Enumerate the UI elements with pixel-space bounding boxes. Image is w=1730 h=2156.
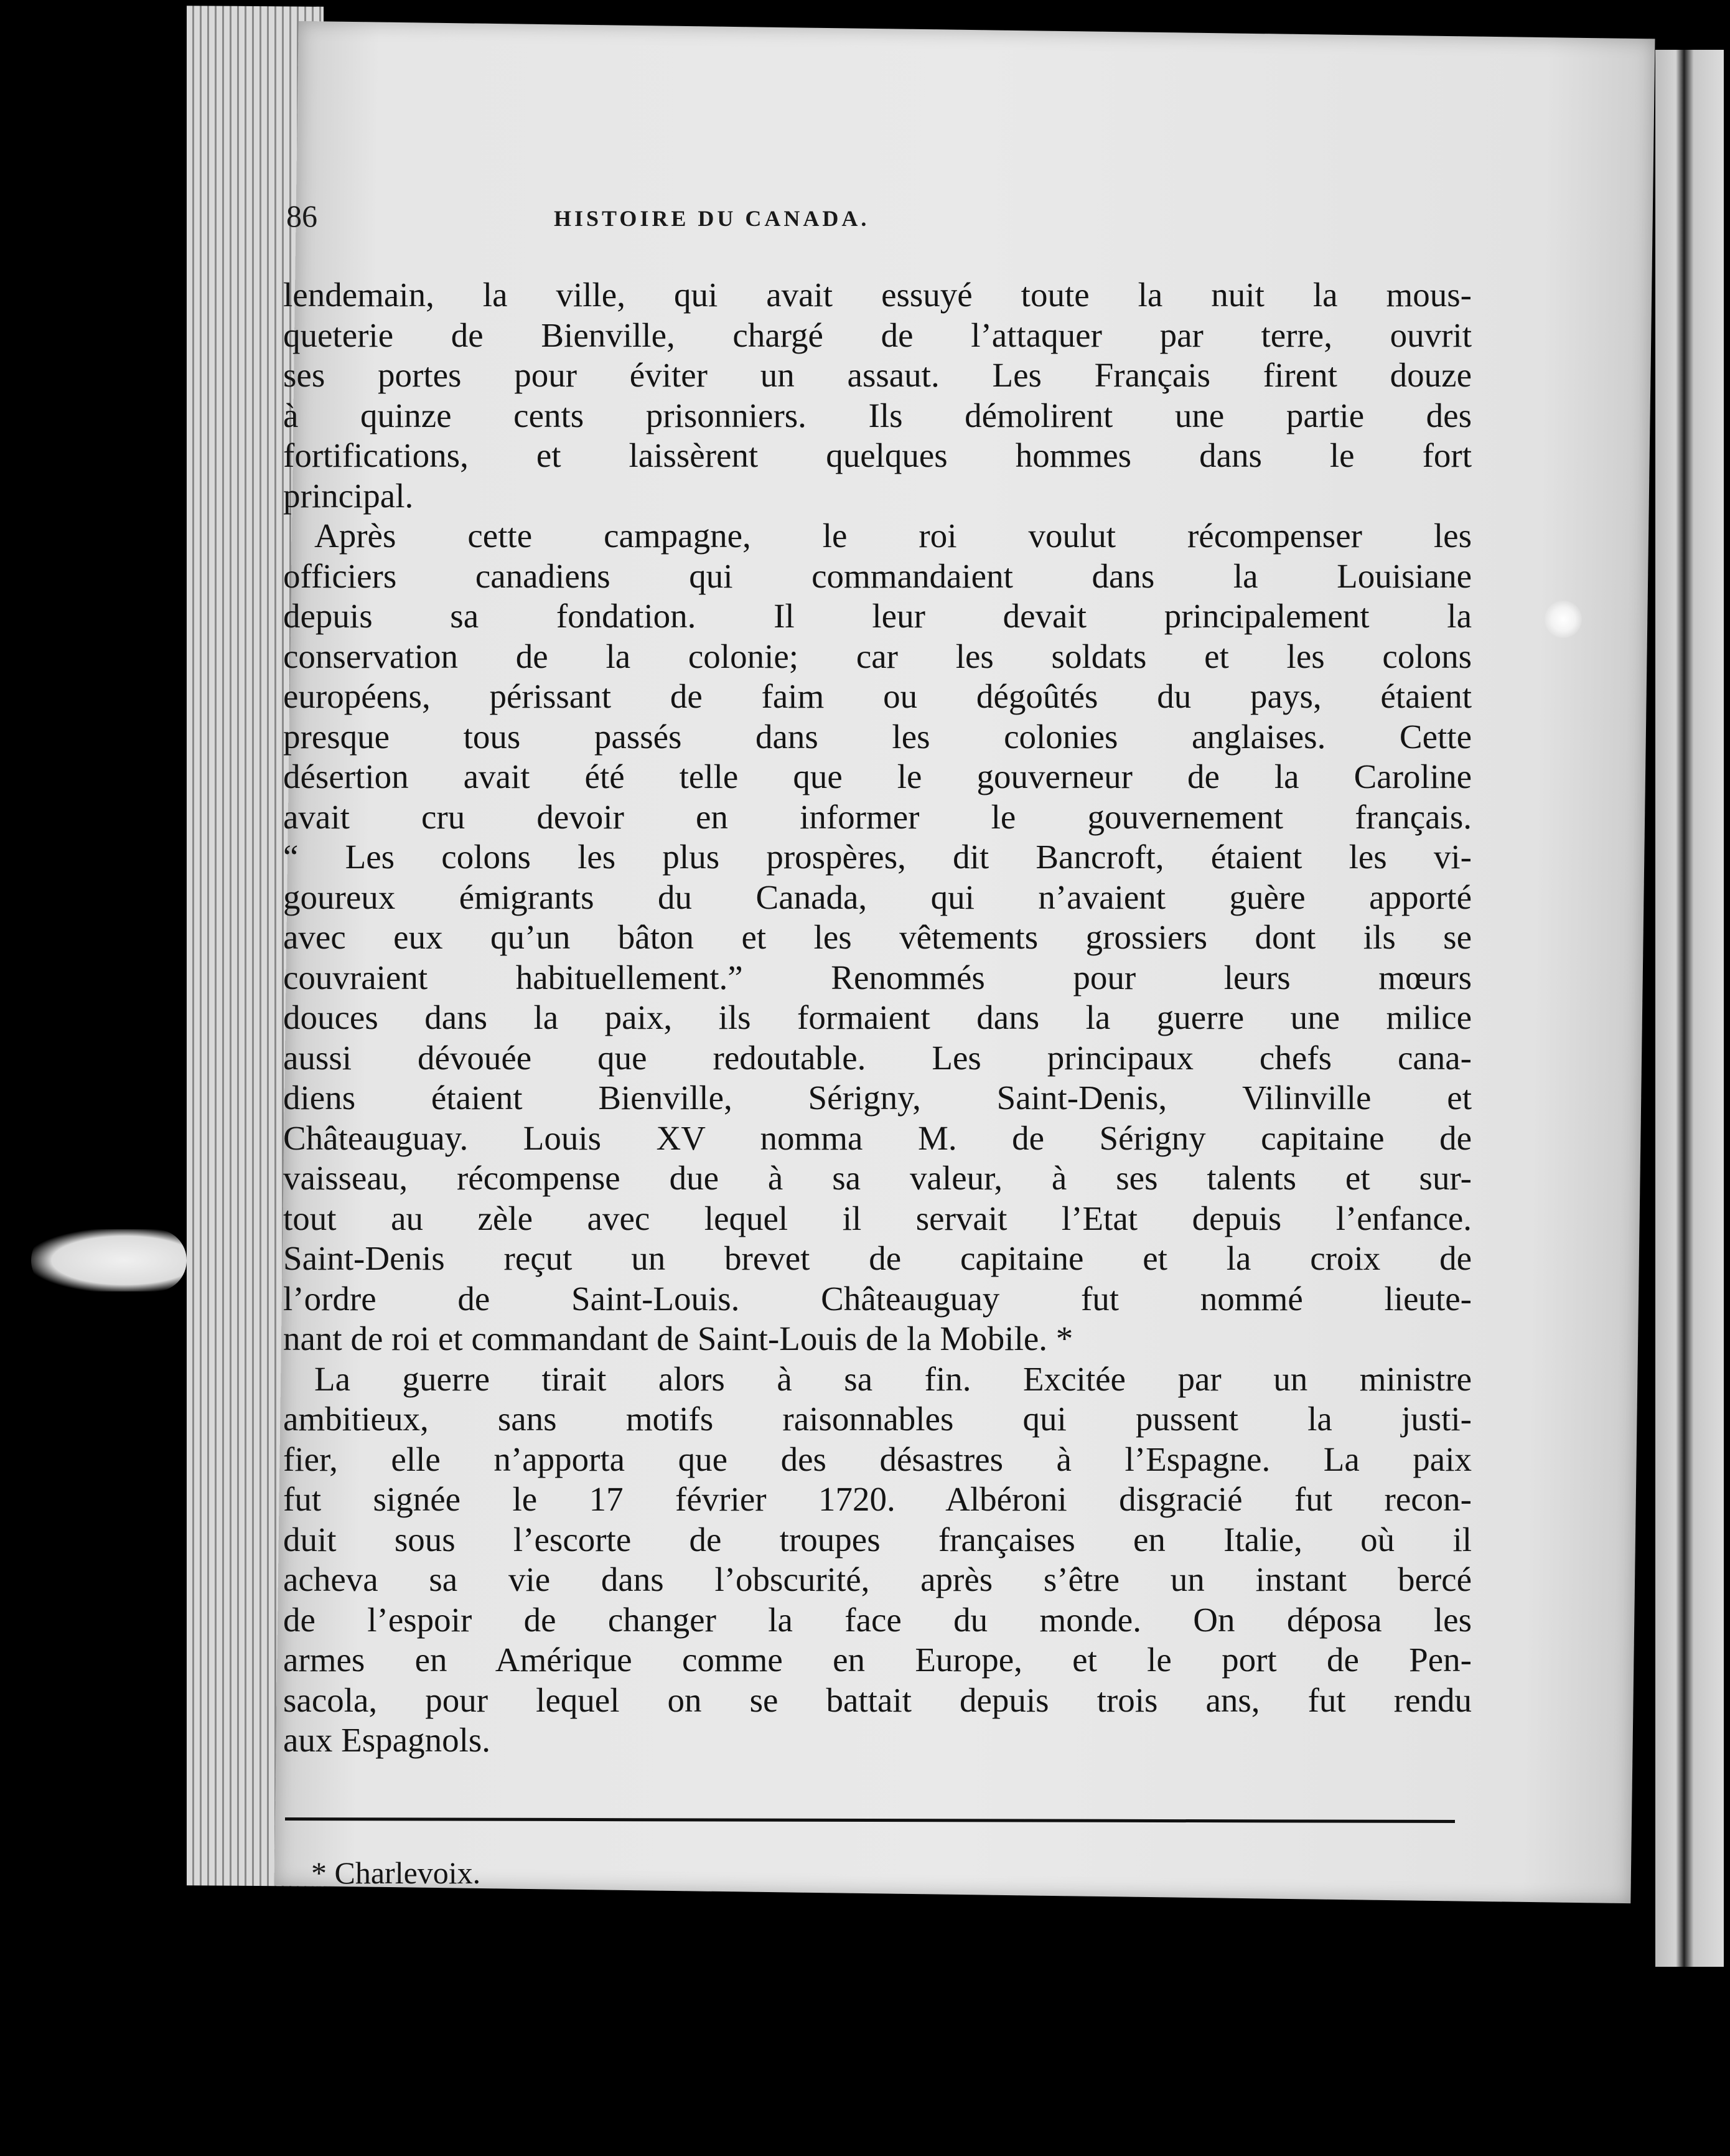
text-line: couvraient habituellement.” Renommés pour leurs mœurs xyxy=(283,958,1472,996)
text-line: avec eux qu’un bâton et les vêtements grossiers dont ils se xyxy=(283,918,1472,956)
text-line: queterie de Bienville, chargé de l’attaquer par terre, ouvrit xyxy=(283,316,1472,354)
text-line: sacola, pour lequel on se battait depuis trois ans, fut rendu xyxy=(283,1680,1472,1719)
text-line: l’ordre de Saint-Louis. Châteauguay fut nommé lieute- xyxy=(283,1279,1472,1318)
text-line: “ Les colons les plus prospères, dit Bancroft, étaient les vi- xyxy=(283,838,1472,876)
book-binding-edge xyxy=(1655,50,1724,1967)
text-line: officiers canadiens qui commandaient dans la Louisiane xyxy=(283,556,1472,595)
text-line: vaisseau, récompense due à sa valeur, à ses talents et sur- xyxy=(283,1159,1472,1197)
text-line: fortifications, et laissèrent quelques hommes dans le fort xyxy=(283,436,1472,474)
text-line: depuis sa fondation. Il leur devait principalement la xyxy=(283,597,1472,635)
scan-smudge xyxy=(31,1229,187,1291)
text-line: La guerre tirait alors à sa fin. Excitée par un ministre xyxy=(314,1359,1472,1398)
text-line: conservation de la colonie; car les soldats et les colons xyxy=(283,637,1472,675)
page-number: 86 xyxy=(286,199,317,233)
text-line: aussi dévouée que redoutable. Les principaux chefs cana- xyxy=(283,1038,1472,1077)
body-text xyxy=(283,275,1472,1761)
text-line: de l’espoir de changer la face du monde. On déposa les xyxy=(283,1600,1472,1639)
text-line: presque tous passés dans les colonies anglaises. Cette xyxy=(283,717,1472,756)
text-line: duit sous l’escorte de troupes françaises en Italie, où il xyxy=(283,1520,1472,1558)
text-line: principal. xyxy=(283,476,414,515)
text-line: aux Espagnols. xyxy=(283,1721,491,1759)
text-line: douces dans la paix, ils formaient dans la guerre une milice xyxy=(283,998,1472,1036)
text-line: fut signée le 17 février 1720. Albéroni disgracié fut recon- xyxy=(283,1480,1472,1518)
text-line: européens, périssant de faim ou dégoûtés du pays, étaient xyxy=(283,677,1472,715)
text-line: armes en Amérique comme en Europe, et le port de Pen- xyxy=(283,1641,1472,1679)
text-line: ambitieux, sans motifs raisonnables qui pussent la justi- xyxy=(283,1400,1472,1438)
text-line: lendemain, la ville, qui avait essuyé toute la nuit la mous- xyxy=(283,276,1472,314)
text-line: désertion avait été telle que le gouverneur de la Caroline xyxy=(283,757,1472,795)
text-line: avait cru devoir en informer le gouvernement français. xyxy=(283,797,1472,836)
text-line: nant de roi et commandant de Saint-Louis de la Mobile. * xyxy=(283,1319,1073,1357)
text-line: goureux émigrants du Canada, qui n’avaient guère apporté xyxy=(283,878,1472,916)
text-line: tout au zèle avec lequel il servait l’Etat depuis l’enfance. xyxy=(283,1199,1472,1237)
text-line: Après cette campagne, le roi voulut récompenser les xyxy=(314,517,1472,555)
text-line: à quinze cents prisonniers. Ils démolirent une partie des xyxy=(283,396,1472,434)
text-line: Châteauguay. Louis XV nomma M. de Sérigny capitaine de xyxy=(283,1118,1472,1157)
text-line: fier, elle n’apporta que des désastres à l’Espagne. La paix xyxy=(283,1440,1472,1478)
footnote: * Charlevoix. xyxy=(311,1855,481,1890)
page-header xyxy=(286,198,1157,235)
running-head: HISTOIRE DU CANADA. xyxy=(554,206,870,231)
text-line: ses portes pour éviter un assaut. Les Français firent douze xyxy=(283,356,1472,394)
text-line: diens étaient Bienville, Sérigny, Saint-Denis, Vilinville et xyxy=(283,1079,1472,1117)
text-line: acheva sa vie dans l’obscurité, après s’être un instant bercé xyxy=(283,1560,1472,1598)
paper-speck xyxy=(1545,601,1582,638)
text-line: Saint-Denis reçut un brevet de capitaine et la croix de xyxy=(283,1239,1472,1277)
